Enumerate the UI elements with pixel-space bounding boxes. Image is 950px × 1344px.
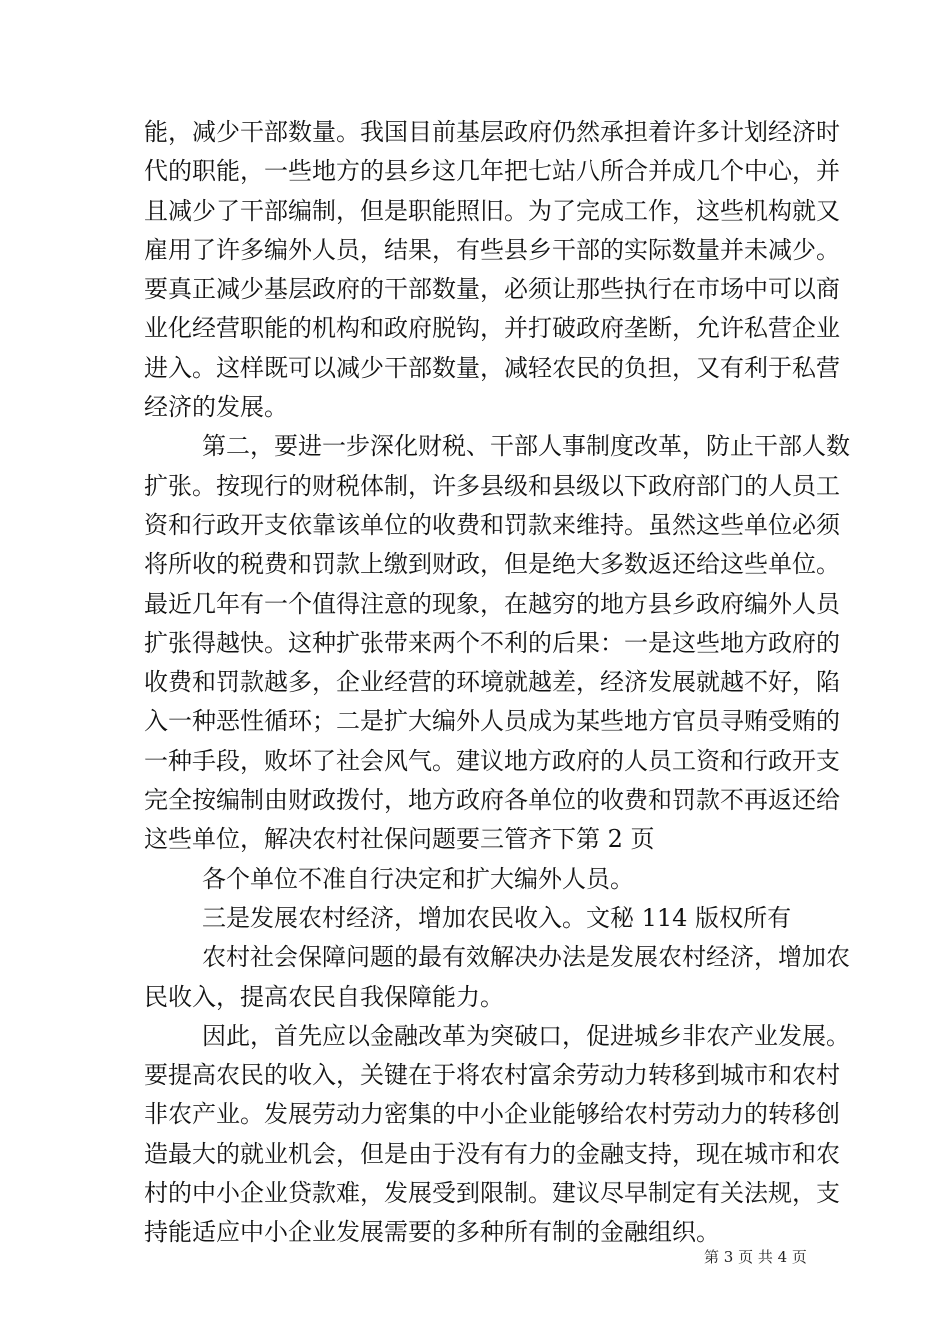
text-line: 雇用了许多编外人员，结果，有些县乡干部的实际数量并未减少。: [144, 235, 840, 264]
text-line: 各个单位不准自行决定和扩大编外人员。: [202, 864, 634, 893]
text-line: 最近几年有一个值得注意的现象，在越穷的地方县乡政府编外人员: [144, 589, 840, 618]
text-line: 村的中小企业贷款难，发展受到限制。建议尽早制定有关法规，支: [144, 1179, 840, 1208]
text-line: 非农产业。发展劳动力密集的中小企业能够给农村劳动力的转移创: [144, 1100, 840, 1129]
text-line: 要真正减少基层政府的干部数量，必须让那些执行在市场中可以商: [144, 275, 840, 304]
text-line: 收费和罚款越多，企业经营的环境就越差，经济发展就越不好，陷: [144, 668, 840, 697]
text-line: 资和行政开支依靠该单位的收费和罚款来维持。虽然这些单位必须: [144, 510, 840, 539]
text-line: 要提高农民的收入，关键在于将农村富余劳动力转移到城市和农村: [144, 1061, 840, 1090]
text-line: 三是发展农村经济，增加农民收入。文秘 114 版权所有: [202, 903, 792, 932]
text-line: 第二，要进一步深化财税、干部人事制度改革，防止干部人数: [202, 432, 850, 461]
text-line: 代的职能，一些地方的县乡这几年把七站八所合并成几个中心，并: [144, 157, 840, 186]
text-line: 能，减少干部数量。我国目前基层政府仍然承担着许多计划经济时: [144, 118, 840, 146]
text-line: 因此，首先应以金融改革为突破口，促进城乡非农产业发展。: [202, 1021, 850, 1050]
text-line: 民收入，提高农民自我保障能力。: [144, 982, 504, 1011]
text-line: 农村社会保障问题的最有效解决办法是发展农村经济，增加农: [202, 943, 850, 972]
text-line: 业化经营职能的机构和政府脱钩，并打破政府垄断，允许私营企业: [144, 314, 840, 343]
document-body: [144, 113, 850, 1253]
text-line: 且减少了干部编制，但是职能照旧。为了完成工作，这些机构就又: [144, 196, 840, 225]
text-line: 将所收的税费和罚款上缴到财政，但是绝大多数返还给这些单位。: [144, 550, 840, 579]
text-line: 这些单位，解决农村社保问题要三管齐下第 2 页: [144, 825, 655, 854]
page-footer: 第 3 页 共 4 页: [704, 1248, 807, 1266]
text-line: 入一种恶性循环；二是扩大编外人员成为某些地方官员寻贿受贿的: [144, 707, 840, 736]
text-line: 持能适应中小企业发展需要的多种所有制的金融组织。: [144, 1218, 720, 1247]
text-line: 完全按编制由财政拨付，地方政府各单位的收费和罚款不再返还给: [144, 786, 840, 815]
text-line: 一种手段，败坏了社会风气。建议地方政府的人员工资和行政开支: [144, 746, 840, 775]
text-line: 扩张。按现行的财税体制，许多县级和县级以下政府部门的人员工: [144, 471, 840, 500]
text-line: 扩张得越快。这种扩张带来两个不利的后果：一是这些地方政府的: [144, 628, 840, 657]
text-line: 造最大的就业机会，但是由于没有有力的金融支持，现在城市和农: [144, 1139, 840, 1168]
text-line: 经济的发展。: [144, 393, 288, 422]
text-line: 进入。这样既可以减少干部数量，减轻农民的负担，又有利于私营: [144, 353, 840, 382]
